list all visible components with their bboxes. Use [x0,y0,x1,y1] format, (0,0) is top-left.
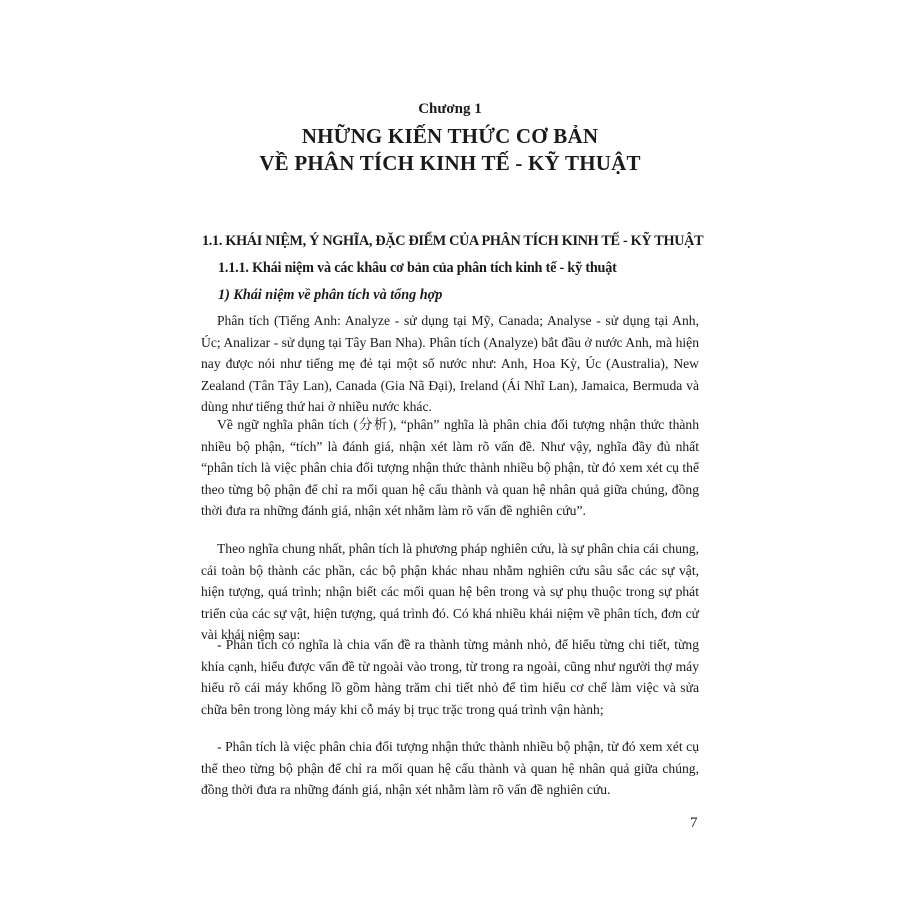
chapter-title-line-1: NHỮNG KIẾN THỨC CƠ BẢN [301,124,599,148]
subsection-heading-1-1-1: 1.1.1. Khái niệm và các khâu cơ bản của phân tích kinh tế - kỹ thuật [218,260,617,276]
paragraph-bullet-1: - Phân tích có nghĩa là chia vấn đề ra thành từng mảnh nhỏ, để hiểu từng chi tiết, từng khía cạnh, hiểu được vấn đề từ ngoài vào trong, từ trong ra ngoài, cũng như người thợ máy hiểu rõ cái máy khổng lồ gồm hàng trăm chi tiết nhỏ để tìm hiểu cơ chế làm việc và sửa chữa bên trong lòng máy khi cỗ máy bị trục trặc trong quá trình vận hành; [201,637,699,717]
chapter-label: Chương 1 [418,101,482,117]
page-number: 7 [690,815,698,831]
paragraph-bullet-2: - Phân tích là việc phân chia đối tượng nhận thức thành nhiều bộ phận, từ đó xem xét cụ thể theo từng bộ phận để chỉ ra mối quan hệ cấu thành và quan hệ nhân quả giữa chúng, đồng thời đưa ra những đánh giá, nhận xét nhằm làm rõ vấn đề nghiên cứu. [201,739,699,797]
paragraph-2: Về ngữ nghĩa phân tích (分析), “phân” nghĩa là phân chia đối tượng nhận thức thành nhiều bộ phận, “tích” là đánh giá, nhận xét làm rõ vấn đề. Như vậy, nghĩa đầy đủ nhất “phân tích là việc phân chia đối tượng nhận thức thành nhiều bộ phận, từ đó xem xét cụ thể theo từng bộ phận để chỉ ra mối quan hệ cấu thành và quan hệ nhân quả giữa chúng, đồng thời đưa ra những đánh giá, nhận xét nhằm làm rõ vấn đề nghiên cứu”. [201,417,699,518]
section-heading-1-1: 1.1. KHÁI NIỆM, Ý NGHĨA, ĐẶC ĐIỂM CỦA PHÂN TÍCH KINH TẾ - KỸ THUẬT [202,233,704,249]
chapter-title-line-2: VỀ PHÂN TÍCH KINH TẾ - KỸ THUẬT [259,151,641,175]
subsubsection-heading: 1) Khái niệm về phân tích và tổng hợp [218,287,443,303]
paragraph-1: Phân tích (Tiếng Anh: Analyze - sử dụng tại Mỹ, Canada; Analyse - sử dụng tại Anh, Úc; Analizar - sử dụng tại Tây Ban Nha). Phân tích (Analyze) bắt đầu ở nước Anh, mà hiện nay được nói như tiếng mẹ đẻ tại một số nước như: Anh, Hoa Kỳ, Úc (Australia), New Zealand (Tân Tây Lan), Canada (Gia Nã Đại), Ireland (Ái Nhĩ Lan), Jamaica, Bermuda và dùng như tiếng thứ hai ở nhiều nước khác. [201,313,699,414]
chapter-title [0,123,900,177]
paragraph-3: Theo nghĩa chung nhất, phân tích là phương pháp nghiên cứu, là sự phân chia cái chung, cái toàn bộ thành các phần, các bộ phận khác nhau nhằm nghiên cứu sâu sắc các sự vật, hiện tượng, quá trình; nhận biết các mối quan hệ bên trong và sự phụ thuộc trong sự phát triển của các sự vật, hiện tượng, quá trình đó. Có khá nhiều khái niệm về phân tích, đơn cử vài khái niệm sau: [201,541,699,642]
